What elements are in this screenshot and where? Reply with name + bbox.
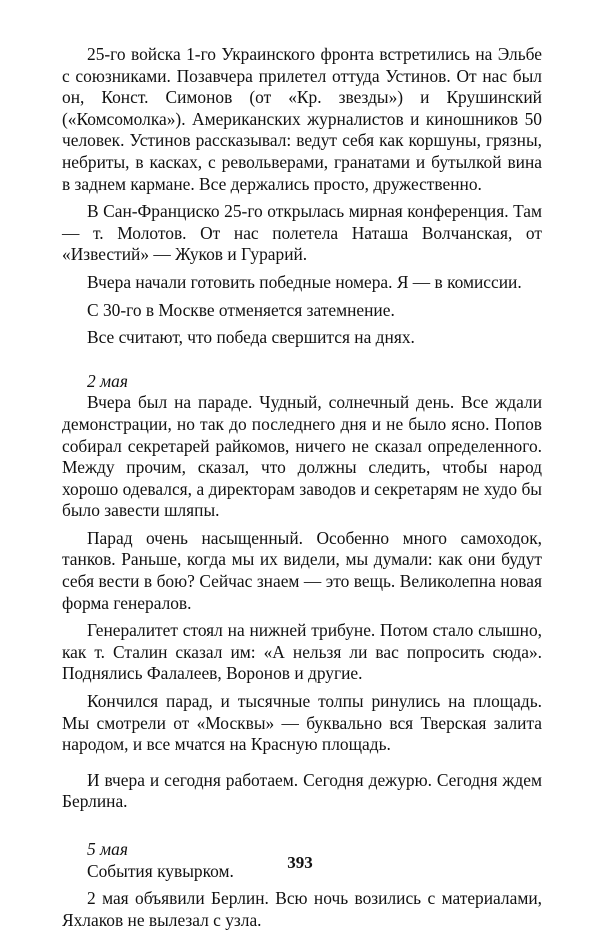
paragraph: Вчера начали готовить победные номера. Я — в комиссии. <box>87 271 522 292</box>
paragraph: В Сан-Франциско 25-го открылась мирная конференция. Там — т. Молотов. От нас полетела Наташа Волчанская, от «Известий» — Жуков и Гурарий. <box>62 201 542 265</box>
paragraph: Генералитет стоял на нижней трибуне. Потом стало слышно, как т. Сталин сказал им: «А нельзя ли вас попросить сюда». Поднялись Фалалеев, Воронов и другие. <box>62 620 542 684</box>
date-heading: 2 мая <box>87 370 128 391</box>
date-heading: 5 мая <box>87 839 128 859</box>
section-may-2 <box>62 371 542 813</box>
paragraph: И вчера и сегодня работаем. Сегодня дежурю. Сегодня ждем Берлина. <box>62 769 542 812</box>
page-number: 393 <box>287 853 313 872</box>
paragraph: Все считают, что победа свершится на днях. <box>87 327 415 348</box>
paragraph: События кувырком. <box>87 860 234 881</box>
paragraph: 2 мая объявили Берлин. Всю ночь возились с материалами, Яхлаков не вылезал с узла. <box>62 888 542 930</box>
paragraph: Вчера был на параде. Чудный, солнечный день. Все ждали демонстрации, но так до последнего дня и не было ясно. Попов собирал секретарей райкомов, ничего не сказал определенного. Между прочим, сказал, что должны следить, чтобы народ хорошо одевался, а директорам заводов и секретарям не худо бы было завести шляпы. <box>62 392 542 521</box>
paragraph: С 30-го в Москве отменяется затемнение. <box>87 299 395 320</box>
section-april <box>62 44 542 349</box>
paragraph: Кончился парад, и тысячные толпы ринулись на площадь. Мы смотрели от «Москвы» — буквально вся Тверская залита народом, и все мчатся на Красную площадь. <box>62 691 542 755</box>
paragraph: Парад очень насыщенный. Особенно много самоходок, танков. Раньше, когда мы их видели, мы думали: как они будут себя вести в бою? Сейчас знаем — это вещь. Великолепна новая форма генералов. <box>62 527 542 613</box>
paragraph: 25-го войска 1-го Украинского фронта встретились на Эльбе с союзниками. Позавчера прилетел оттуда Устинов. От нас был он, Конст. Симонов (от «Кр. звезды») и Крушинский («Комсомолка»). Американских журналистов и киношников 50 человек. Устинов рассказывал: ведут себя как коршуны, грязны, небриты, в касках, с револьверами, гранатами и бутылкой вина в заднем кармане. Все держались просто, дружественно. <box>62 44 542 194</box>
document-page <box>62 44 542 937</box>
